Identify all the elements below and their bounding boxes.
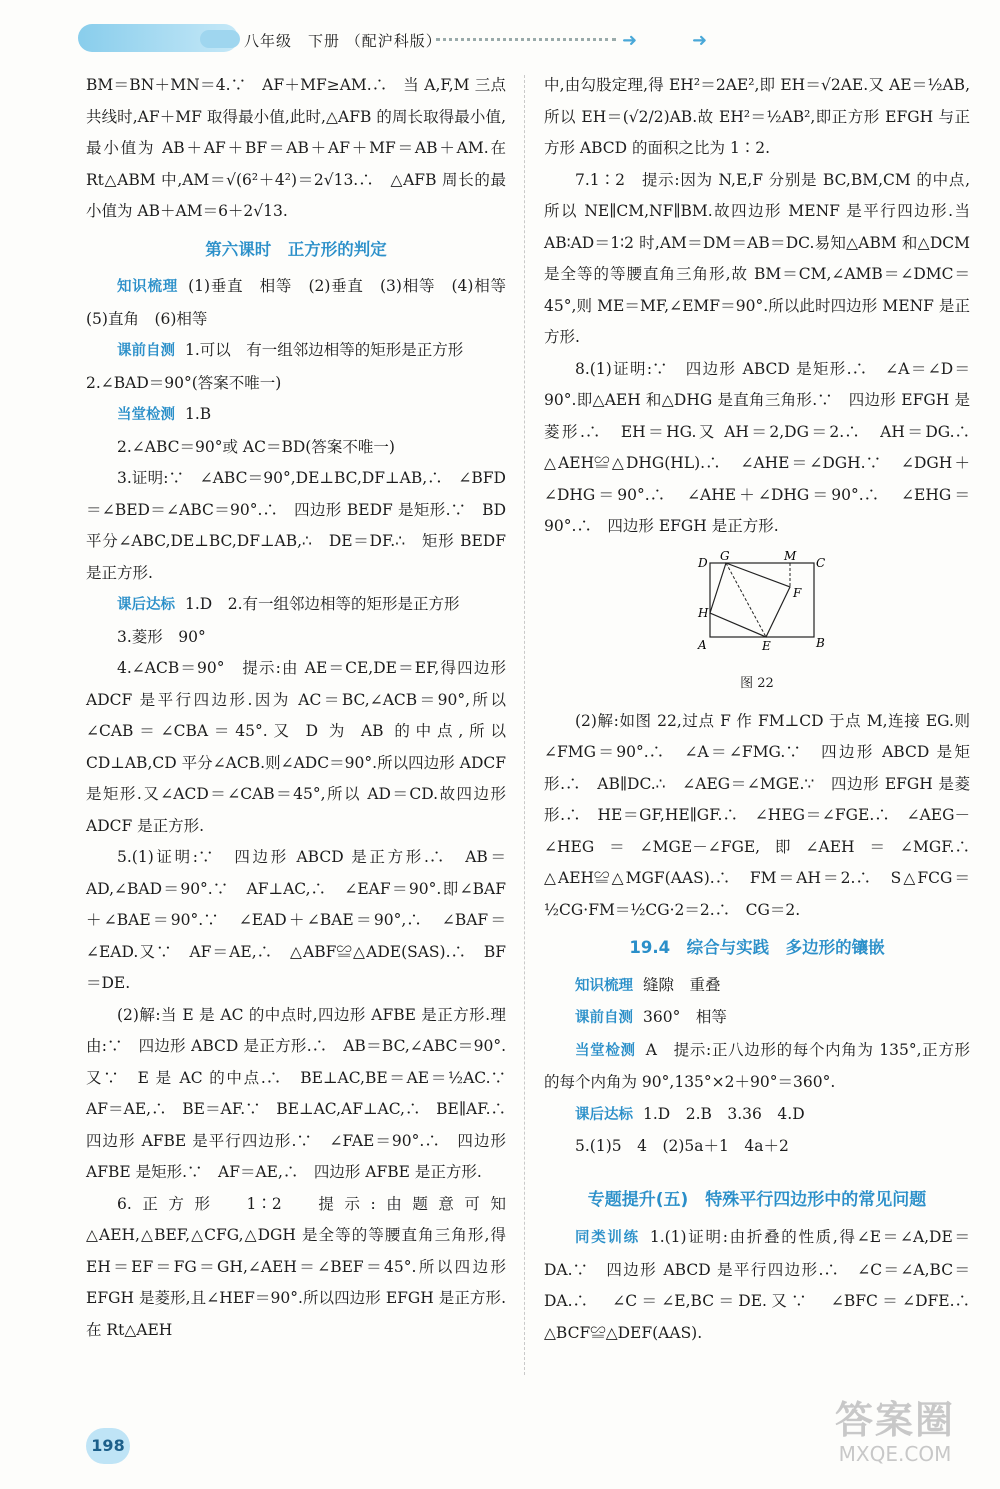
column-divider: [524, 75, 525, 1375]
paragraph: 2.∠ABC＝90°或 AC＝BD(答案不唯一): [117, 437, 395, 456]
paragraph: 7.1∶2 提示:因为 N,E,F 分别是 BC,BM,CM 的中点,所以 NE∥CM,NF∥BM.故四边形 MENF 是平行四边形.当 AB∶AD＝1∶2 时,AM＝DM＝AB＝DC.易知△ABM 和△DCM 是全等的等腰直角三角形,故 BM＝CM,∠AMB＝∠DMC＝45°,则 ME＝MF,∠EMF＝90°.所以此时四边形 MENF 是正方形.: [544, 170, 970, 346]
point-label-d: D: [698, 555, 708, 570]
point-label-m: M: [784, 548, 797, 563]
watermark-text: 答案圈: [834, 1398, 955, 1442]
point-label-b: B: [816, 635, 825, 650]
label-tag: 知识梳理: [117, 279, 179, 295]
point-label-g: G: [720, 548, 730, 563]
label-tag: 当堂检测: [575, 1042, 636, 1059]
section-title: 19.4 综合与实践 多边形的镶嵌: [629, 938, 885, 957]
paragraph: 6.正方形 1∶2 提示:由题意可知△AEH,△BEF,△CFG,△DGH 是全等的等腰直角三角形,得 EH＝EF＝FG＝GH,∠AEH＝∠BEF＝45°.所以四边形 EFGH 是菱形,且∠HEF＝90°.所以四边形 EFGH 是正方形.在 Rt△AEH: [86, 1194, 506, 1339]
section-title: 专题提升(五) 特殊平行四边形中的常见问题: [587, 1189, 927, 1210]
paragraph: 8.(1)证明:∵ 四边形 ABCD 是矩形.∴ ∠A＝∠D＝90°.即△AEH 和△DHG 是直角三角形.∵ 四边形 EFGH 是菱形.∴ EH＝HG.又 AH＝2,DG＝2.∴ AH＝DG.∴ △AEH≌△DHG(HL).∴ ∠AHE＝∠DGH.∵ ∠DGH＋∠DHG＝90°.∴ ∠AHE＋∠DHG＝90°.∴ ∠EHG＝90°.∴ 四边形 EFGH 是正方形.: [544, 359, 986, 535]
header-brush-decoration-2: [200, 30, 240, 48]
paragraph: 知识梳理 (1)垂直 相等 (2)垂直 (3)相等 (4)相等 (5)直角 (6)相等: [86, 277, 522, 328]
geometry-figure-22: [694, 548, 826, 653]
figure-caption: 图 22: [740, 676, 774, 691]
page-header: [0, 0, 1000, 70]
paragraph: 3.菱形 90°: [117, 627, 206, 646]
point-label-h: H: [698, 605, 709, 620]
section-title: 第六课时 正方形的判定: [205, 239, 387, 259]
watermark-url: MXQE.COM: [838, 1442, 952, 1466]
paragraph: 知识梳理 缝隙 重叠: [575, 975, 721, 994]
point-label-f: F: [793, 585, 802, 600]
point-label-c: C: [816, 555, 826, 570]
point-label-e: E: [762, 638, 771, 653]
watermark-logo: [800, 1398, 990, 1478]
paragraph: 当堂检测 A 提示:正八边形的每个内角为 135°,正方形的每个内角为 90°,135°×2＋90°＝360°.: [544, 1040, 971, 1091]
paragraph: 当堂检测 1.B: [117, 405, 212, 423]
paragraph: 课后达标 1.D 2.B 3.36 4.D: [575, 1104, 805, 1123]
paragraph: BM＝BN＋MN＝4.∵ AF＋MF≥AM.∴ 当 A,F,M 三点共线时,AF＋MF 取得最小值,此时,△AFB 的周长取得最小值,最小值为 AB＋AF＋BF＝AB＋AF＋MF＝AB＋AM.在 Rt△ABM 中,AM＝√(6²＋4²)＝2√13.∴ △AFB 周长的最小值为 AB＋AM＝6＋2√13.: [86, 76, 506, 220]
segment-eg: [726, 563, 766, 637]
label-tag: 同类训练: [575, 1230, 640, 1246]
paragraph: 5.(1)5 4 (2)5a＋1 4a＋2: [575, 1137, 789, 1155]
page-number-badge: 198: [86, 1428, 130, 1464]
point-label-a: A: [698, 637, 707, 652]
header-title: 八年级 下册 （配沪科版）: [244, 32, 442, 50]
paragraph: (2)解:如图 22,过点 F 作 FM⊥CD 于点 M,连接 EG.则∠FMG＝90°.∴ ∠A＝∠FMG.∵ 四边形 ABCD 是矩形.∴ AB∥DC.∴ ∠AEG＝∠MGE.∵ 四边形 EFGH 是菱形.∴ HE＝GF,HE∥GF.∴ ∠HEG＝∠FGE.∴ ∠AEG－∠HEG＝∠MGE－∠FGE,即∠AEH＝∠MGF.∴ △AEH≌△MGF(AAS).∴ FM＝AH＝2.∴ S△FCG＝½CG·FM＝½CG·2＝2.∴ CG＝2.: [544, 711, 986, 919]
paragraph: 3.证明:∵ ∠ABC＝90°,DE⊥BC,DF⊥AB,∴ ∠BFD＝∠BED＝∠ABC＝90°.∴ 四边形 BEDF 是矩形.∵ BD 平分∠ABC,DE⊥BC,DF⊥AB,∴ DE＝DF.∴ 矩形 BEDF 是正方形.: [86, 469, 506, 582]
rectangle-abcd: [710, 563, 814, 637]
rhombus-efgh: [710, 563, 790, 637]
paragraph: 中,由勾股定理,得 EH²＝2AE²,即 EH＝√2AE.又 AE＝½AB,所以 EH＝(√2/2)AB.故 EH²＝½AB²,即正方形 EFGH 与正方形 ABCD 的面积之比为 1∶2.: [544, 76, 970, 157]
paragraph: 2.∠BAD＝90°(答案不唯一): [86, 373, 282, 392]
label-tag: 课后达标: [575, 1106, 633, 1123]
header-dotted-line: [436, 38, 616, 41]
label-tag: 课前自测: [575, 1010, 633, 1026]
arrow-right-icon: ➜: [692, 30, 708, 51]
paragraph: 4.∠ACB＝90° 提示:由 AE＝CE,DE＝EF,得四边形 ADCF 是平行四边形.因为 AC＝BC,∠ACB＝90°,所以∠CAB＝∠CBA＝45°.又 D 为 AB 的中点,所以 CD⊥AB,CD 平分∠ACB.则∠ADC＝90°.所以四边形 ADCF 是矩形.又∠ACD＝∠CAB＝45°,所以 AD＝CD.故四边形 ADCF 是正方形.: [86, 659, 506, 835]
label-tag: 当堂检测: [117, 407, 175, 423]
label-tag: 课后达标: [117, 597, 175, 613]
paragraph: 同类训练 1.(1)证明:由折叠的性质,得∠E＝∠A,DE＝DA.∵ 四边形 ABCD 是平行四边形.∴ ∠C＝∠A,BC＝DA.∴ ∠C＝∠E,BC＝DE.又∵ ∠BFC＝∠DFE.∴ △BCF≌△DEF(AAS).: [544, 1228, 986, 1342]
left-column: [86, 70, 522, 1346]
label-tag: 知识梳理: [575, 977, 633, 994]
right-column: [544, 70, 986, 1349]
label-tag: 课前自测: [117, 343, 175, 359]
paragraph: 课前自测 360° 相等: [575, 1008, 727, 1026]
paragraph: 课前自测 1.可以 有一组邻边相等的矩形是正方形: [117, 341, 464, 359]
paragraph: 5.(1)证明:∵ 四边形 ABCD 是正方形.∴ AB＝AD,∠BAD＝90°.∵ AF⊥AC,∴ ∠EAF＝90°.即∠BAF＋∠BAE＝90°.∵ ∠EAD＋∠BAE＝90°,∴ ∠BAF＝∠EAD.又∵ AF＝AE,∴ △ABF≌△ADE(SAS).∴ BF＝DE.: [86, 848, 506, 992]
paragraph: (2)解:当 E 是 AC 的中点时,四边形 AFBE 是正方形.理由:∵ 四边形 ABCD 是正方形.∴ AB＝BC,∠ABC＝90°.又∵ E 是 AC 的中点.∴ BE⊥AC,BE＝AE＝½AC.∵ AF＝AE,∴ BE＝AF.∵ BE⊥AC,AF⊥AC,∴ BE∥AF.∴ 四边形 AFBE 是平行四边形.∵ ∠FAE＝90°.∴ 四边形 AFBE 是矩形.∵ AF＝AE,∴ 四边形 AFBE 是正方形.: [86, 1005, 522, 1181]
arrow-right-icon: ➜: [622, 30, 638, 51]
paragraph: 课后达标 1.D 2.有一组邻边相等的矩形是正方形: [117, 595, 460, 613]
